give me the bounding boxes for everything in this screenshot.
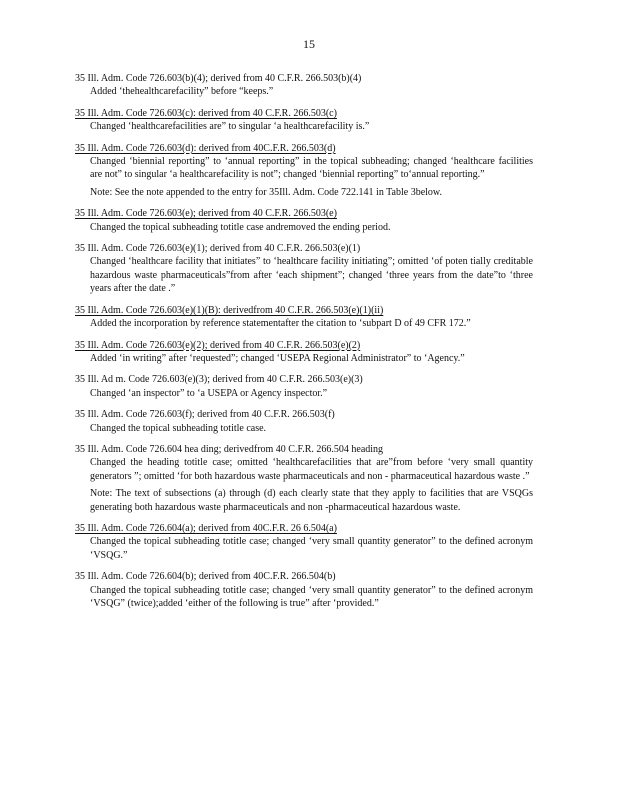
entry-list — [75, 72, 533, 618]
entry — [75, 408, 533, 435]
entry-note: Note: The text of subsections (a) through (d) each clearly state that they apply to facilities that are VSQGs generating both hazardous waste pharmaceuticals and non -pharmaceutical hazardous waste. — [90, 488, 533, 513]
entry-heading: 35 Ill. Adm. Code 726.603(d): derived from 40C.F.R. 266.503(d) — [75, 142, 336, 154]
entry-text: Added ‘thehealthcarefacility” before “keeps.” — [90, 86, 274, 98]
entry-heading: 35 Ill. Adm. Code 726.603(e); derived from 40 C.F.R. 266.503(e) — [75, 208, 337, 220]
entry-heading: 35 Ill. Adm. Code 726.603(f); derived from 40 C.F.R. 266.503(f) — [75, 409, 335, 421]
entry-note: Note: See the note appended to the entry for 35Ill. Adm. Code 722.141 in Table 3below. — [90, 186, 443, 198]
entry-text: Changed ‘healthcare facility that initiates” to ‘healthcare facility initiating”; omitted ‘of poten tially creditable hazardous waste pharmaceuticals”from after ‘each shipment”; changed ‘three years from the date”to ‘three years after the date .” — [90, 256, 533, 295]
entry — [75, 522, 533, 562]
entry-heading: 35 Ill. Adm. Code 726.603(e)(1); derived from 40 C.F.R. 266.503(e)(1) — [75, 243, 361, 255]
entry-text: Changed the topical subheading totitle case. — [90, 422, 267, 434]
entry-text: Changed ‘healthcarefacilities are” to singular ‘a healthcarefacility is.” — [90, 121, 370, 133]
entry — [75, 207, 533, 234]
entry-heading: 35 Ill. Adm. Code 726.603(b)(4); derived from 40 C.F.R. 266.503(b)(4) — [75, 73, 362, 84]
entry-heading: 35 Ill. Adm. Code 726.604(a); derived from 40C.F.R. 26 6.504(a) — [75, 522, 337, 534]
entry-text: Changed ‘an inspector” to ‘a USEPA or Agency inspector.” — [90, 387, 328, 399]
entry-text: Changed the topical subheading totitle case; changed ‘very small quantity generator” to the defined acronym ‘VSQG.” — [90, 536, 533, 561]
entry-heading: 35 Ill. Adm. Code 726.603(e)(2); derived from 40 C.F.R. 266.503(e)(2) — [75, 339, 361, 351]
entry-text: Changed the topical subheading totitle case andremoved the ending period. — [90, 221, 391, 233]
entry-text: Changed ‘biennial reporting” to ‘annual reporting” in the topical subheading; changed ‘healthcare facilities are not” to singular ‘a healthcarefacility is not”; changed ‘biennial reporting” to‘annual reporting.” — [90, 156, 533, 181]
entry — [75, 107, 533, 134]
entry — [75, 72, 533, 99]
entry-heading: 35 Ill. Adm. Code 726.604 hea ding; derivedfrom 40 C.F.R. 266.504 heading — [75, 443, 384, 455]
entry — [75, 373, 533, 400]
entry-heading: 35 Ill. Adm. Code 726.603(e)(1)(B): derivedfrom 40 C.F.R. 266.503(e)(1)(ii) — [75, 304, 384, 316]
entry — [75, 570, 533, 610]
page-number: 15 — [303, 37, 315, 51]
entry-heading: 35 Ill. Ad m. Code 726.603(e)(3); derived from 40 C.F.R. 266.503(e)(3) — [75, 374, 363, 386]
entry — [75, 443, 533, 514]
entry-text: Added the incorporation by reference statementafter the citation to ‘subpart D of 49 CFR 172.” — [90, 318, 471, 330]
entry-heading: 35 Ill. Adm. Code 726.603(c): derived from 40 C.F.R. 266.503(c) — [75, 107, 337, 119]
entry — [75, 304, 533, 331]
entry-heading: 35 Ill. Adm. Code 726.604(b); derived from 40C.F.R. 266.504(b) — [75, 571, 336, 583]
entry — [75, 339, 533, 366]
entry — [75, 142, 533, 200]
entry-text: Changed the heading totitle case; omitted ‘healthcarefacilities that are”from before ‘very small quantity generators ”; omitted ‘for both hazardous waste pharmaceuticals and non - pharmaceutical hazardous waste .” — [90, 457, 533, 482]
entry — [75, 242, 533, 296]
entry-text: Changed the topical subheading totitle case; changed ‘very small quantity generator” to the defined acronym ‘VSQG” (twice);added ‘either of the following is true” after ‘provided.” — [90, 584, 533, 609]
entry-text: Added ‘in writing” after ‘requested”; changed ‘USEPA Regional Administrator” to ‘Agency.” — [90, 352, 465, 364]
